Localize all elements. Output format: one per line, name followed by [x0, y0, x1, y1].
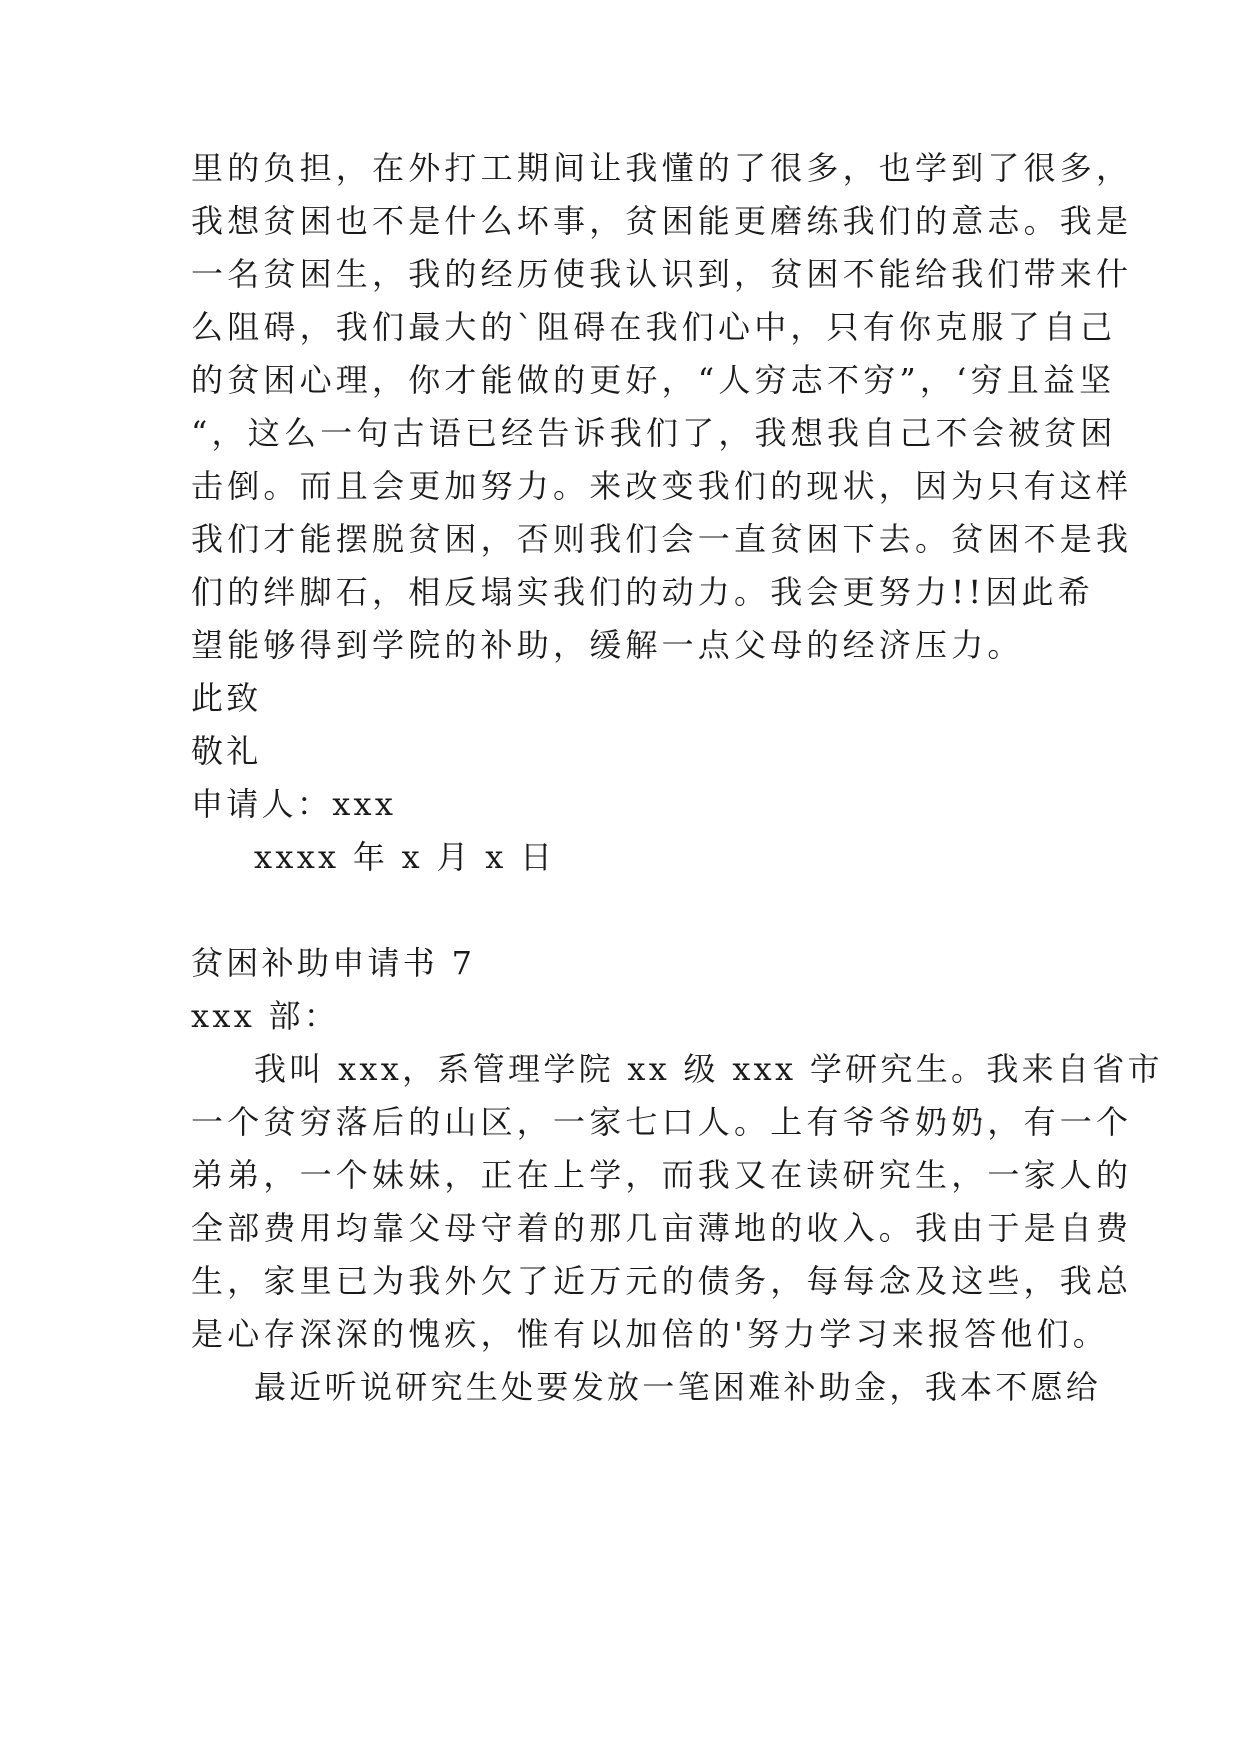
paragraph-line: 我们才能摆脱贫困，否则我们会一直贫困下去。贫困不是我 [191, 520, 1133, 558]
paragraph-line: 们的绊脚石，相反塌实我们的动力。我会更努力!!因此希 [191, 573, 1094, 611]
date-line: xxxx 年 x 月 x 日 [254, 838, 556, 876]
paragraph-line: 望能够得到学院的补助，缓解一点父母的经济压力。 [191, 626, 1024, 664]
paragraph-line: 弟弟，一个妹妹，正在上学，而我又在读研究生，一家人的 [191, 1156, 1133, 1194]
paragraph-line: 是心存深深的愧疚，惟有以加倍的'努力学习来报答他们。 [191, 1315, 1109, 1353]
paragraph-line: 击倒。而且会更加努力。来改变我们的现状，因为只有这样 [191, 467, 1133, 505]
paragraph-line: 里的负担，在外打工期间让我懂的了很多，也学到了很多， [191, 149, 1133, 187]
paragraph-line: “，这么一句古语已经告诉我们了，我想我自己不会被贫困 [191, 414, 1117, 452]
closing-line: 敬礼 [191, 732, 262, 770]
salutation: xxx 部： [191, 997, 340, 1035]
section-title: 贫困补助申请书 7 [191, 944, 476, 982]
paragraph-line: 一名贫困生，我的经历使我认识到，贫困不能给我们带来什 [191, 255, 1133, 293]
paragraph-line: 最近听说研究生处要发放一笔困难补助金，我本不愿给 [254, 1368, 1102, 1406]
paragraph-line: 我想贫困也不是什么坏事，贫困能更磨练我们的意志。我是 [191, 202, 1133, 240]
closing-line: 此致 [191, 679, 262, 717]
paragraph-line: 一个贫穷落后的山区，一家七口人。上有爷爷奶奶，有一个 [191, 1103, 1133, 1141]
paragraph-line: 全部费用均靠父母守着的那几亩薄地的收入。我由于是自费 [191, 1209, 1133, 1247]
applicant-line: 申请人：xxx [191, 785, 397, 823]
paragraph-line: 么阻碍，我们最大的`阻碍在我们心中，只有你克服了自己 [191, 308, 1117, 346]
paragraph-line: 的贫困心理，你才能做的更好，“人穷志不穷”，‘穷且益坚 [191, 361, 1116, 399]
paragraph-line: 生，家里已为我外欠了近万元的债务，每每念及这些，我总 [191, 1262, 1133, 1300]
paragraph-line: 我叫 xxx，系管理学院 xx 级 xxx 学研究生。我来自省市 [254, 1050, 1163, 1088]
